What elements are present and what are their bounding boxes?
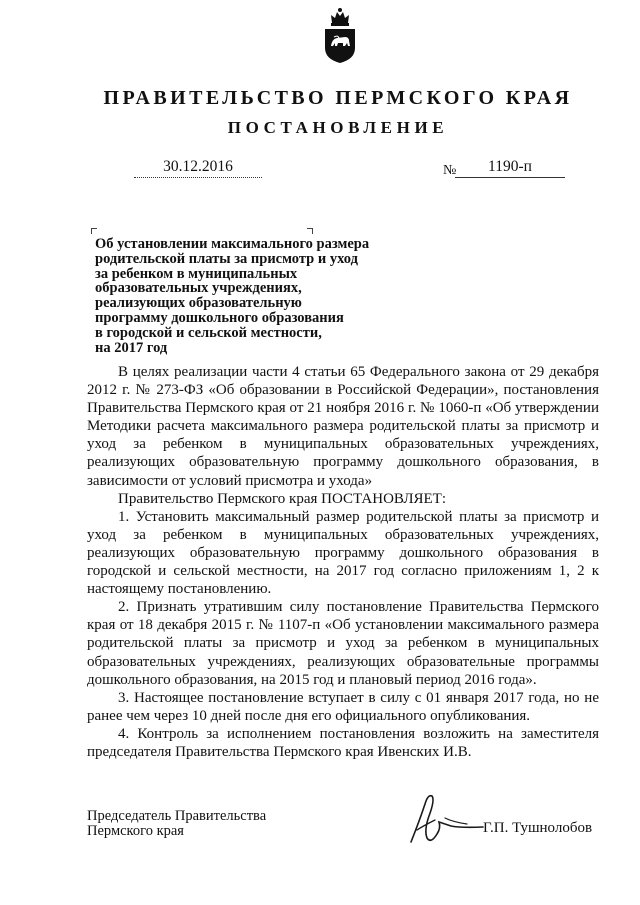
signer-name: Г.П. Тушнолобов	[483, 820, 593, 836]
heading-corner-left	[91, 228, 97, 234]
document-body	[87, 363, 599, 761]
heading-line: в городской и сельской местности,	[95, 324, 322, 341]
clause-1: 1. Установить максимальный размер родительской платы за присмотр и уход за ребенком в муниципальных образовательных учреждениях, реализующих образовательную программу дошкольного образования в городской и сельской местности, на 2017 год согласно приложениям 1, 2 к настоящему постановлению.	[87, 508, 599, 598]
heading-line: программу дошкольного образования	[95, 309, 344, 326]
number-label: №	[443, 163, 457, 178]
signer-position	[87, 809, 266, 839]
resolution-paragraph: Правительство Пермского края ПОСТАНОВЛЯЕТ:	[118, 490, 447, 507]
document-number: 1190-п	[455, 158, 565, 178]
preamble-paragraph: В целях реализации части 4 статьи 65 Федерального закона от 29 декабря 2012 г. № 273-ФЗ «Об образовании в Российской Федерации», постановления Правительства Пермского края от 21 ноября 2016 г. № 1060-п «Об утверждении Методики расчета максимального размера родительской платы за присмотр и уход за ребенком в муниципальных образовательных учреждениях, реализующих образовательную программу дошкольного образования, в зависимости от условий присмотра и ухода»	[87, 364, 599, 489]
clause-4: 4. Контроль за исполнением постановления возложить на заместителя председателя Правительства Пермского края Ивенских И.В.	[87, 725, 599, 760]
heading-corner-right	[307, 228, 313, 234]
organization-title: ПРАВИТЕЛЬСТВО ПЕРМСКОГО КРАЯ	[103, 87, 573, 109]
handwritten-signature-icon	[405, 782, 495, 852]
document-type: ПОСТАНОВЛЕНИЕ	[227, 118, 449, 137]
coat-of-arms-icon	[323, 6, 357, 64]
signer-position-line: Председатель Правительства	[87, 808, 267, 824]
heading-line: родительской платы за присмотр и уход	[95, 250, 358, 267]
document-date: 30.12.2016	[134, 158, 262, 178]
heading-line: за ребенком в муниципальных	[95, 265, 298, 282]
heading-line: на 2017 год	[95, 339, 168, 356]
document-heading	[95, 237, 395, 355]
heading-line: Об установлении максимального размера	[95, 236, 370, 252]
signer-position-line: Пермского края	[87, 823, 184, 839]
heading-line: образовательных учреждениях,	[95, 280, 302, 297]
clause-2: 2. Признать утратившим силу постановление Правительства Пермского края от 18 декабря 2015 г. № 1107-п «Об установлении максимального размера родительской платы за присмотр и уход за ребенком в муниципальных образовательных учреждениях, реализующих образовательные программы дошкольного образования, на 2015 год и плановый период 2016 года».	[87, 599, 599, 688]
clause-3: 3. Настоящее постановление вступает в силу с 01 января 2017 года, но не ранее чем через 10 дней после дня его официального опубликования.	[87, 689, 599, 724]
heading-line: реализующих образовательную	[95, 295, 302, 312]
